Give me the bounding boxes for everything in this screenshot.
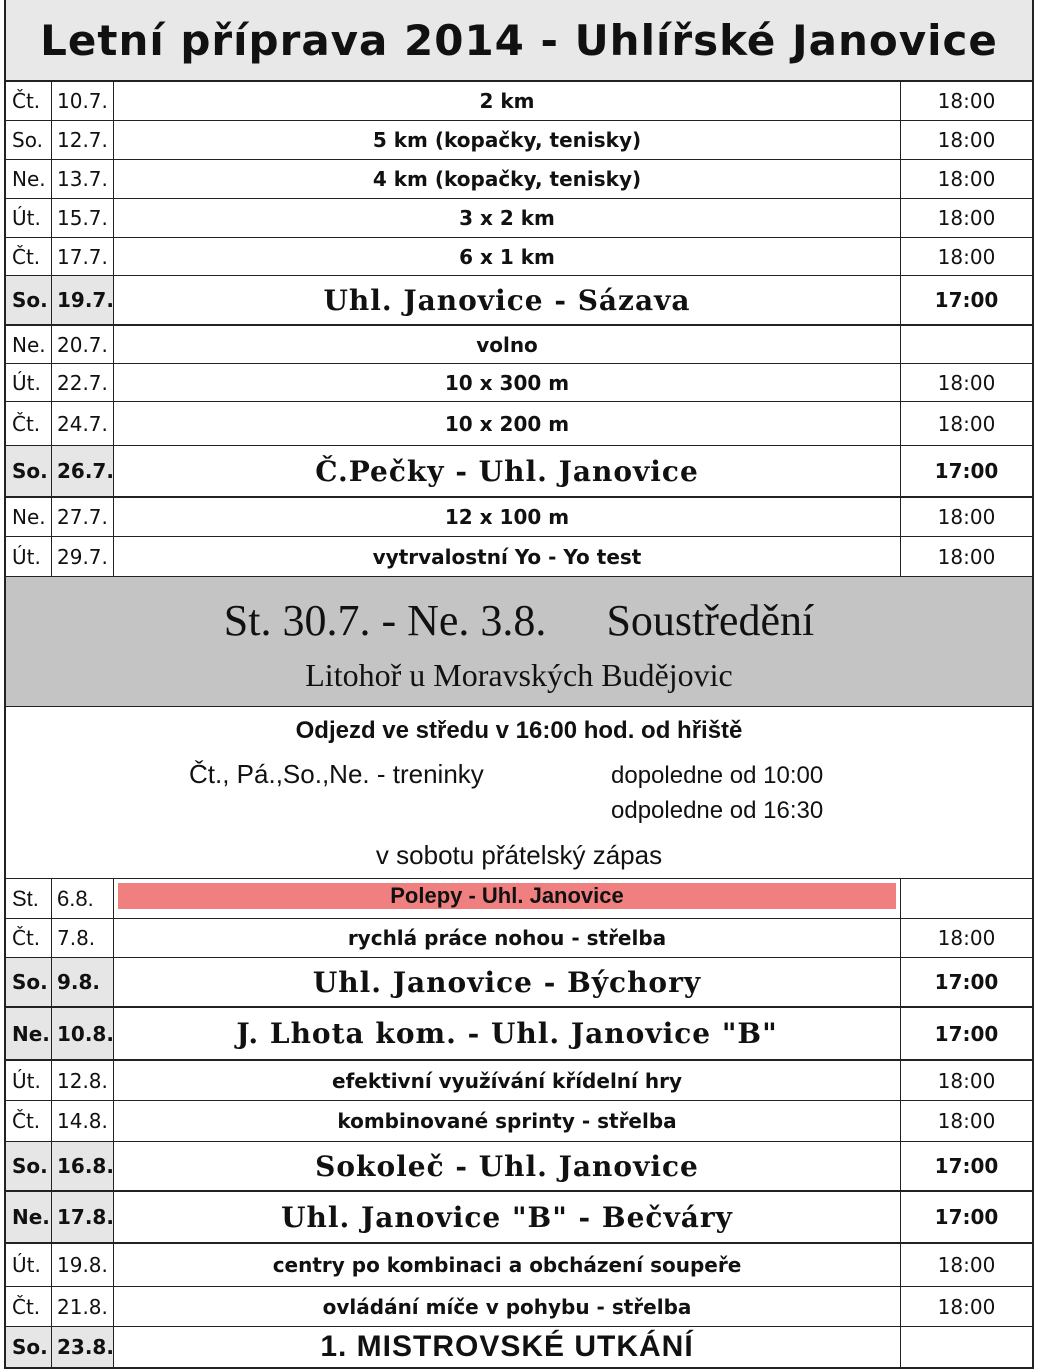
row-activity-cell [114,879,901,918]
camp-banner [6,577,1032,707]
row-day: Út. [6,199,52,237]
table-row [6,1192,1032,1244]
row-time: 18:00 [901,1287,1032,1326]
row-time: 18:00 [901,1101,1032,1141]
row-time: 18:00 [901,1244,1032,1286]
row-time: 18:00 [901,1061,1032,1100]
table-row [6,1327,1032,1369]
row-date: 17.7. [52,238,114,275]
row-date: 7.8. [52,919,114,957]
schedule-sheet [4,0,1034,1369]
row-day: Ne. [6,1192,52,1242]
row-activity: 5 km (kopačky, tenisky) [114,121,901,159]
table-row [6,1244,1032,1287]
row-date: 12.7. [52,121,114,159]
table-row [6,958,1032,1008]
row-activity: Sokoleč - Uhl. Janovice [114,1142,901,1190]
row-date: 21.8. [52,1287,114,1326]
row-day: Ne. [6,498,52,536]
row-date: 19.8. [52,1244,114,1286]
row-day: Ne. [6,326,52,363]
table-row [6,1287,1032,1327]
row-activity: Č.Pečky - Uhl. Janovice [114,446,901,496]
row-day: Čt. [6,238,52,275]
row-time [901,1327,1032,1367]
row-day: Čt. [6,1287,52,1326]
row-day: Út. [6,537,52,576]
page-title: Letní příprava 2014 - Uhlířské Janovice [6,0,1032,82]
table-row [6,879,1032,919]
row-day: Čt. [6,919,52,957]
row-activity: volno [114,326,901,363]
table-row [6,160,1032,199]
row-day: Út. [6,1061,52,1100]
row-day: Čt. [6,82,52,120]
row-time: 18:00 [901,199,1032,237]
row-activity: kombinované sprinty - střelba [114,1101,901,1141]
row-time: 18:00 [901,402,1032,445]
table-row [6,919,1032,958]
row-day: So. [6,121,52,159]
row-date: 9.8. [52,958,114,1006]
row-day: Ne. [6,160,52,198]
row-activity: 12 x 100 m [114,498,901,536]
row-day: St. [6,879,52,918]
row-day: Út. [6,1244,52,1286]
row-activity: 6 x 1 km [114,238,901,275]
camp-place: Litohoř u Moravských Budějovic [305,657,733,693]
table-row [6,121,1032,160]
row-day: So. [6,1142,52,1190]
afternoon-time: odpoledne od 16:30 [611,797,824,824]
row-activity: rychlá práce nohou - střelba [114,919,901,957]
row-time: 17:00 [901,446,1032,496]
table-row [6,326,1032,364]
row-date: 20.7. [52,326,114,363]
table-row [6,1142,1032,1192]
row-day: Út. [6,364,52,401]
table-row [6,446,1032,498]
row-date: 13.7. [52,160,114,198]
highlighted-match: Polepy - Uhl. Janovice [118,883,896,909]
row-time: 17:00 [901,1192,1032,1242]
row-activity: centry po kombinaci a obcházení soupeře [114,1244,901,1286]
row-activity: Uhl. Janovice - Sázava [114,276,901,324]
morning-time: dopoledne od 10:00 [611,762,824,789]
row-date: 27.7. [52,498,114,536]
table-row [6,1061,1032,1101]
departure-text: Odjezd ve středu v 16:00 hod. od hřiště [295,717,743,744]
row-time: 17:00 [901,958,1032,1006]
row-date: 6.8. [52,879,114,918]
row-day: Čt. [6,1101,52,1141]
row-date: 15.7. [52,199,114,237]
row-activity: efektivní využívání křídelní hry [114,1061,901,1100]
camp-name: Soustředění [606,596,815,645]
table-row [6,1008,1032,1061]
row-date: 19.7. [52,276,114,324]
row-date: 14.8. [52,1101,114,1141]
row-day: So. [6,958,52,1006]
row-date: 16.8. [52,1142,114,1190]
row-time: 18:00 [901,919,1032,957]
row-activity: 3 x 2 km [114,199,901,237]
saturday-match-text: v sobotu přátelský zápas [375,840,663,870]
row-time: 17:00 [901,276,1032,324]
row-activity: J. Lhota kom. - Uhl. Janovice "B" [114,1008,901,1059]
row-date: 23.8. [52,1327,114,1367]
row-activity: 4 km (kopačky, tenisky) [114,160,901,198]
row-activity: 10 x 200 m [114,402,901,445]
row-time: 18:00 [901,498,1032,536]
row-time: 18:00 [901,364,1032,401]
row-date: 22.7. [52,364,114,401]
table-row [6,498,1032,537]
row-activity: 1. MISTROVSKÉ UTKÁNÍ [114,1327,901,1367]
row-time: 18:00 [901,537,1032,576]
camp-info [6,707,1032,879]
table-row [6,238,1032,276]
row-day: So. [6,276,52,324]
row-time [901,879,1032,918]
row-date: 24.7. [52,402,114,445]
row-day: So. [6,446,52,496]
row-date: 17.8. [52,1192,114,1242]
training-days: Čt., Pá.,So.,Ne. - treninky [189,759,484,789]
row-activity: 10 x 300 m [114,364,901,401]
table-row [6,1101,1032,1142]
table-row [6,402,1032,446]
row-date: 10.7. [52,82,114,120]
camp-dates: St. 30.7. - Ne. 3.8. [223,596,547,645]
row-time: 18:00 [901,238,1032,275]
row-activity: Uhl. Janovice "B" - Bečváry [114,1192,901,1242]
row-activity: 2 km [114,82,901,120]
row-time: 18:00 [901,121,1032,159]
row-date: 26.7. [52,446,114,496]
row-date: 12.8. [52,1061,114,1100]
row-time: 18:00 [901,82,1032,120]
table-row [6,537,1032,577]
table-row [6,199,1032,238]
table-row [6,276,1032,326]
row-time: 17:00 [901,1142,1032,1190]
table-row [6,82,1032,121]
row-activity: vytrvalostní Yo - Yo test [114,537,901,576]
row-time: 18:00 [901,160,1032,198]
row-activity: Uhl. Janovice - Býchory [114,958,901,1006]
row-date: 29.7. [52,537,114,576]
row-day: So. [6,1327,52,1367]
row-time: 17:00 [901,1008,1032,1059]
row-activity: ovládání míče v pohybu - střelba [114,1287,901,1326]
row-day: Ne. [6,1008,52,1059]
row-date: 10.8. [52,1008,114,1059]
row-day: Čt. [6,402,52,445]
row-time [901,326,1032,363]
table-row [6,364,1032,402]
